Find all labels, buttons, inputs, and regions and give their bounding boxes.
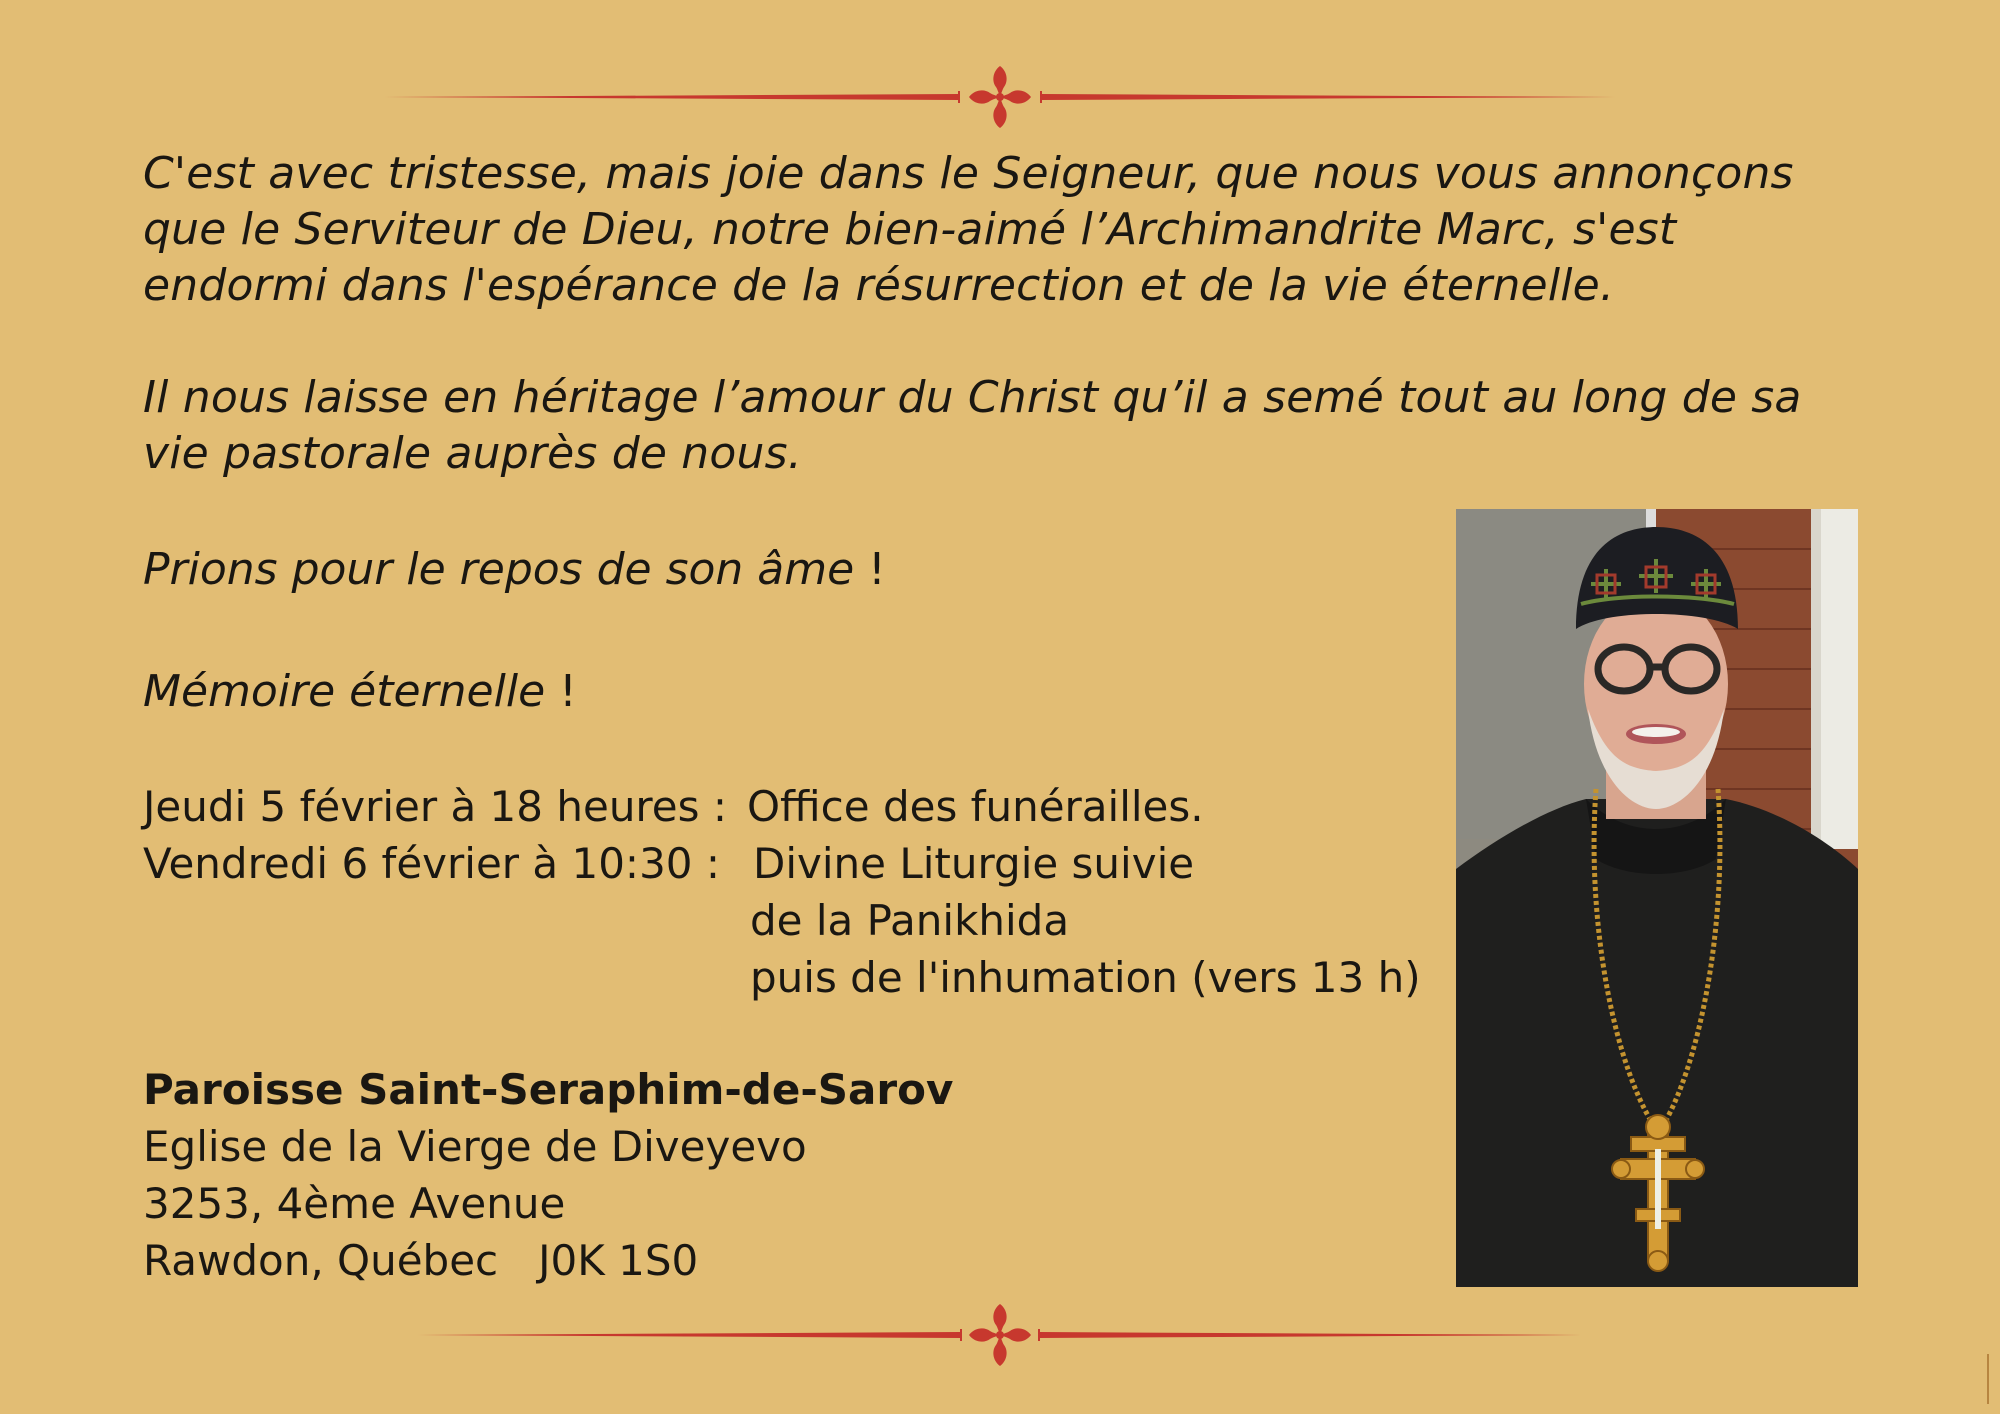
city-line: [143, 1232, 953, 1289]
announcement-line: C'est avec tristesse, mais joie dans le Seigneur, que nous vous annonçons: [143, 148, 1794, 199]
announcement-line: endormi dans l'espérance de la résurrection et de la vie éternelle.: [143, 260, 1615, 311]
parish-address: [143, 1061, 953, 1289]
cross-ornament-icon: [969, 1304, 1031, 1366]
bottom-ornament: [0, 1294, 2000, 1374]
prayer-line: Prions pour le repos de son âme !: [143, 544, 886, 595]
schedule-event: Office des funérailles.: [747, 782, 1204, 831]
schedule-event: Divine Liturgie suivie: [753, 839, 1195, 888]
schedule-event: puis de l'inhumation (vers 13 h): [750, 953, 1421, 1002]
street-address: 3253, 4ème Avenue: [143, 1179, 566, 1228]
postal-code: J0K 1S0: [538, 1236, 699, 1285]
memory-line: Mémoire éternelle !: [143, 666, 577, 717]
announcement-line: vie pastorale auprès de nous.: [143, 428, 802, 479]
schedule-date: Vendredi 6 février à 10:30 :: [143, 839, 721, 888]
church-name: Eglise de la Vierge de Diveyevo: [143, 1122, 807, 1171]
cross-ornament-icon: [969, 66, 1031, 128]
announcement-line: que le Serviteur de Dieu, notre bien-aimé l’Archimandrite Marc, s'est: [143, 204, 1677, 255]
announcement-paragraph-2: [143, 370, 1823, 482]
announcement-text: [143, 146, 1823, 482]
city: Rawdon, Québec: [143, 1236, 499, 1285]
edge-mark: [1987, 1354, 1989, 1404]
announcement-line: Il nous laisse en héritage l’amour du Christ qu’il a semé tout au long de sa: [143, 372, 1802, 423]
top-ornament: [0, 56, 2000, 136]
portrait-photo: [1456, 509, 1858, 1287]
schedule-date: Jeudi 5 février à 18 heures :: [143, 782, 728, 831]
parish-name: Paroisse Saint-Seraphim-de-Sarov: [143, 1065, 954, 1114]
announcement-paragraph-1: [143, 146, 1823, 314]
schedule-event: de la Panikhida: [750, 896, 1070, 945]
